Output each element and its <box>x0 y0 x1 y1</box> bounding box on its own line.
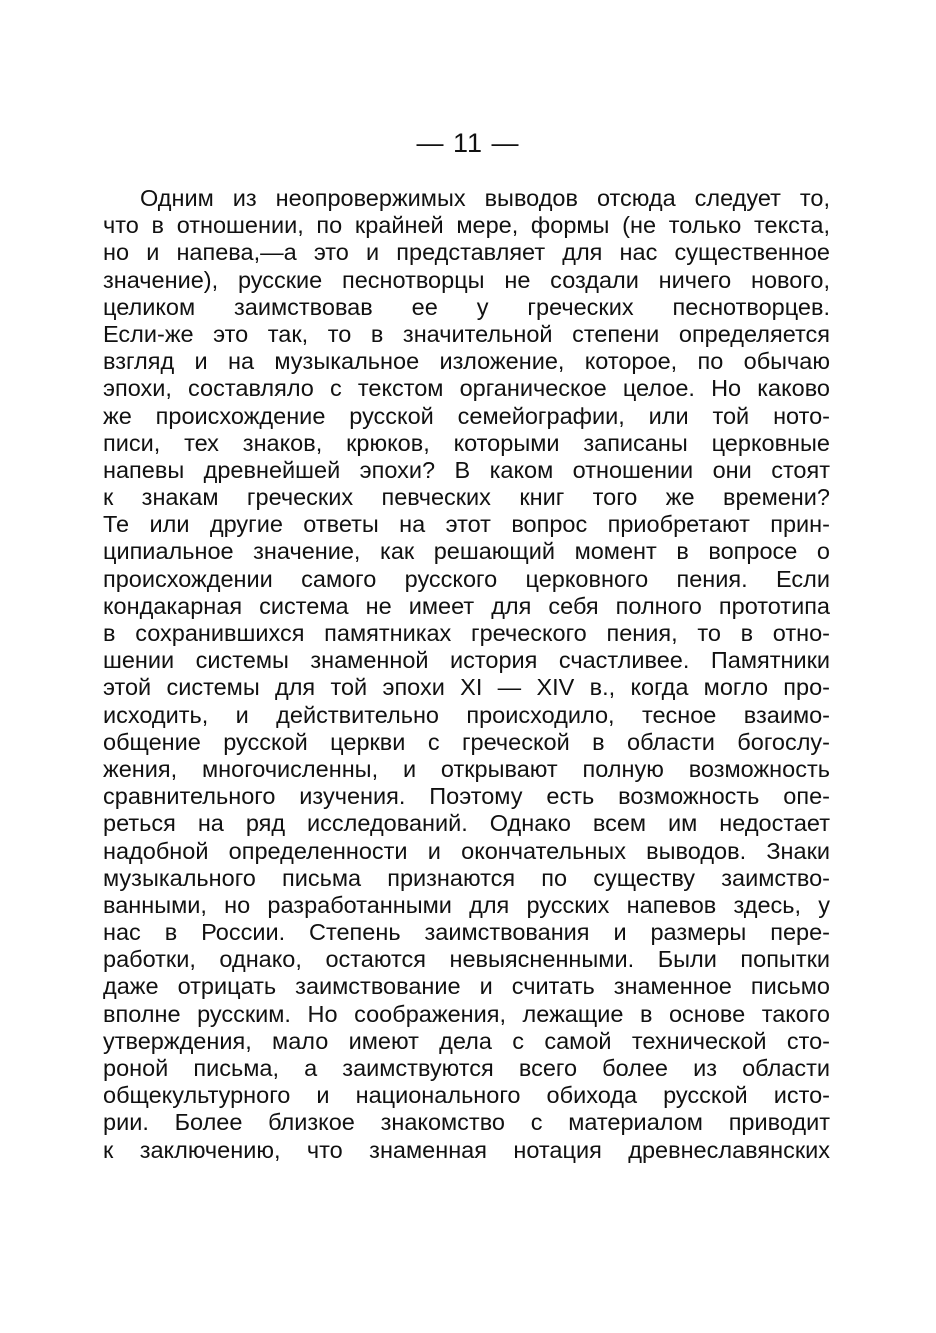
text-line: взгляд и на музыкальное изложение, которое, по обычаю <box>103 348 830 375</box>
text-line: сравнительного изучения. Поэтому есть возможность опе- <box>103 783 830 810</box>
text-line: целиком заимствовав ее у греческих песнотворцев. <box>103 293 830 320</box>
page-number: — 11 — <box>416 128 520 158</box>
text-line: Одним из неопровержимых выводов отсюда следует то, <box>140 185 830 211</box>
text-line: Те или другие ответы на этот вопрос приобретают прин- <box>103 511 830 538</box>
text-line: напевы древнейшей эпохи? В каком отношении они стоят <box>103 456 830 483</box>
text-line: но и напева,—а это и представляет для нас существенное <box>103 239 830 266</box>
text-line: общекультурного и национального обихода русской исто- <box>103 1082 830 1109</box>
text-line: к знакам греческих певческих книг того же времени? <box>103 484 830 511</box>
text-line: ванными, но разработанными для русских напевов здесь, у <box>103 891 830 918</box>
text-line: нас в России. Степень заимствования и размеры пере- <box>103 919 830 946</box>
text-line: значение), русские песнотворцы не создали ничего нового, <box>103 266 830 293</box>
text-line: жения, многочисленны, и открывают полную возможность <box>103 755 830 782</box>
text-line: исходить, и действительно происходило, тесное взаимо- <box>103 701 830 728</box>
text-line: роной письма, а заимствуются всего более из области <box>103 1055 830 1081</box>
text-line: общение русской церкви с греческой в области богослу- <box>103 728 830 755</box>
text-line: шении системы знаменной история счастливее. Памятники <box>103 647 830 674</box>
text-line: кондакарная система не имеет для себя полного прототипа <box>103 592 830 619</box>
text-line: рии. Более близкое знакомство с материалом приводит <box>103 1109 830 1136</box>
text-line: вполне русским. Но соображения, лежащие в основе такого <box>103 1000 830 1027</box>
text-line: же происхождение русской семейографии, или той ното- <box>103 402 830 429</box>
text-line: Если-же это так, то в значительной степени определяется <box>103 320 830 347</box>
text-line: реться на ряд исследований. Однако всем им недостает <box>103 810 830 837</box>
text-line: к заключению, что знаменная нотация древнеславянских <box>103 1136 830 1163</box>
text-line: в сохранившихся памятниках греческого пения, то в отно- <box>103 620 830 646</box>
text-line: ципиальное значение, как решающий момент в вопросе о <box>103 538 830 565</box>
text-line: работки, однако, остаются невыясненными. Были попытки <box>103 946 830 973</box>
text-line: происхождении самого русского церковного пения. Если <box>103 565 830 592</box>
text-line: эпохи, составляло с текстом органическое целое. Но каково <box>103 375 830 402</box>
text-line: даже отрицать заимствование и считать знаменное письмо <box>103 973 830 1000</box>
text-line: музыкального письма признаются по существу заимство- <box>103 864 830 891</box>
text-line: писи, тех знаков, крюков, которыми записаны церковные <box>103 429 830 456</box>
body-text <box>103 185 830 1164</box>
text-line: утверждения, мало имеют дела с самой технической сто- <box>103 1027 830 1054</box>
text-line: надобной определенности и окончательных выводов. Знаки <box>103 837 830 864</box>
text-line: что в отношении, по крайней мере, формы (не только текста, <box>103 212 830 239</box>
text-line: этой системы для той эпохи XI — XIV в., когда могло про- <box>103 674 830 701</box>
